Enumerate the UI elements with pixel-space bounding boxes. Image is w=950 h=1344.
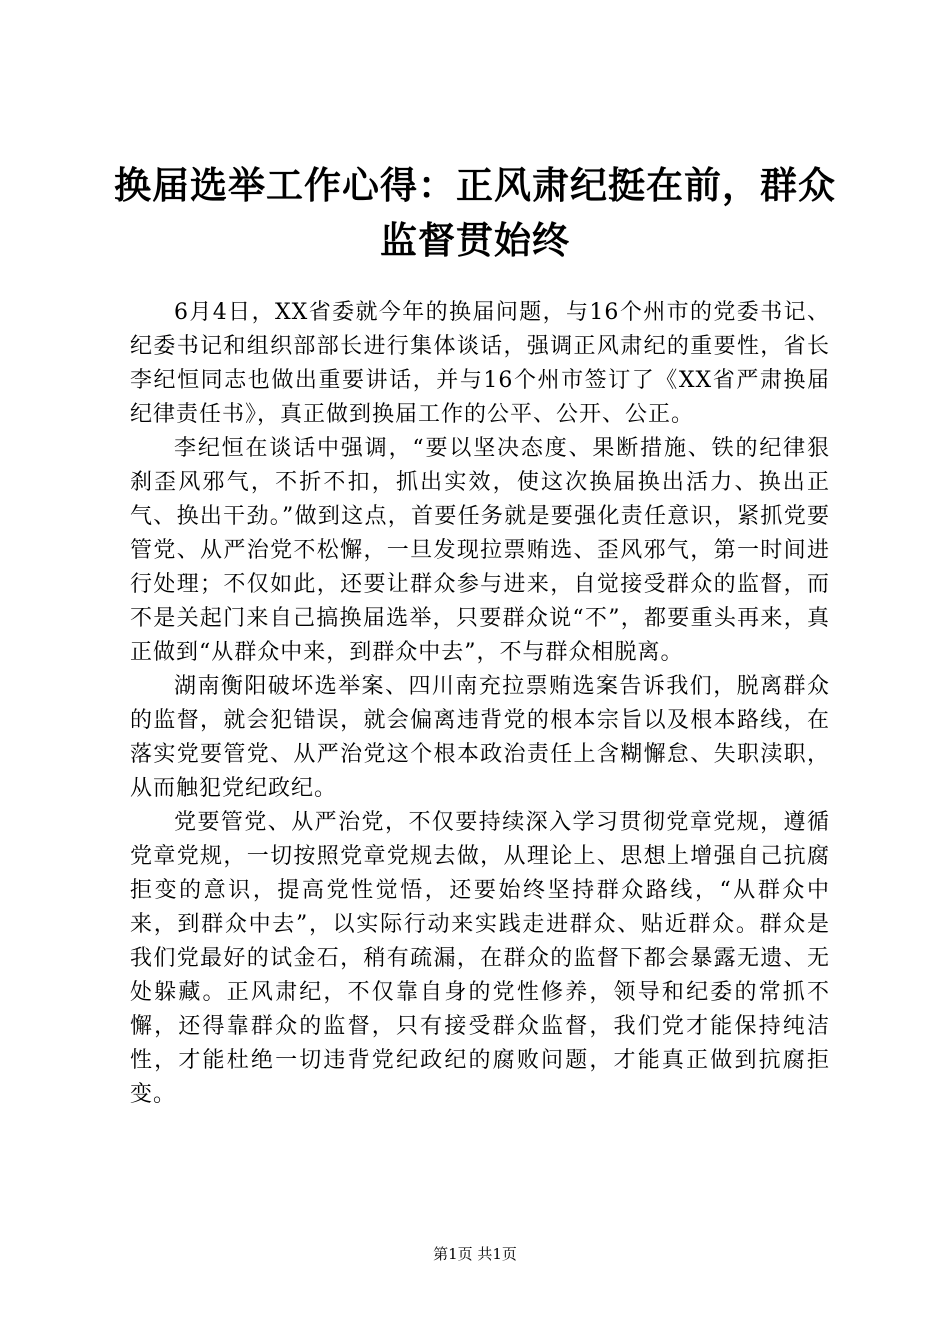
document-title: 换届选举工作心得：正风肃纪挺在前，群众监督贯始终 [114,164,836,262]
paragraph-2: 李纪恒在谈话中强调，“要以坚决态度、果断措施、铁的纪律狠刹歪风邪气，不折不扣，抓出实效，使这次换届换出活力、换出正气、换出干劲。”做到这点，首要任务就是要强化责任意识，紧抓党要管党、从严治党不松懈，一旦发现拉票贿选、歪风邪气，第一时间进行处理；不仅如此，还要让群众参与进来，自觉接受群众的监督，而不是关起门来自己搞换届选举，只要群众说“不”，都要重头再来，真正做到“从群众中来，到群众中去”，不与群众相脱离。 [130,436,830,665]
page-footer: 第1页 共1页 [433,1245,517,1263]
paragraph-3: 湖南衡阳破坏选举案、四川南充拉票贿选案告诉我们，脱离群众的监督，就会犯错误，就会偏离违背党的根本宗旨以及根本路线，在落实党要管党、从严治党这个根本政治责任上含糊懈怠、失职渎职，从而触犯党纪政纪。 [130,674,830,801]
paragraph-4: 党要管党、从严治党，不仅要持续深入学习贯彻党章党规，遵循党章党规，一切按照党章党规去做，从理论上、思想上增强自己抗腐拒变的意识，提高党性觉悟，还要始终坚持群众路线，“从群众中来，到群众中去”，以实际行动来实践走进群众、贴近群众。群众是我们党最好的试金石，稍有疏漏，在群众的监督下都会暴露无遗、无处躲藏。正风肃纪，不仅靠自身的党性修养，领导和纪委的常抓不懈，还得靠群众的监督，只有接受群众监督，我们党才能保持纯洁性，才能杜绝一切违背党纪政纪的腐败问题，才能真正做到抗腐拒变。 [130,810,830,1107]
paragraph-1: 6月4日，XX省委就今年的换届问题，与16个州市的党委书记、纪委书记和组织部部长进行集体谈话，强调正风肃纪的重要性，省长李纪恒同志也做出重要讲话，并与16个州市签订了《XX省严肃换届纪律责任书》，真正做到换届工作的公平、公开、公正。 [130,300,830,427]
document-body [130,296,830,1112]
